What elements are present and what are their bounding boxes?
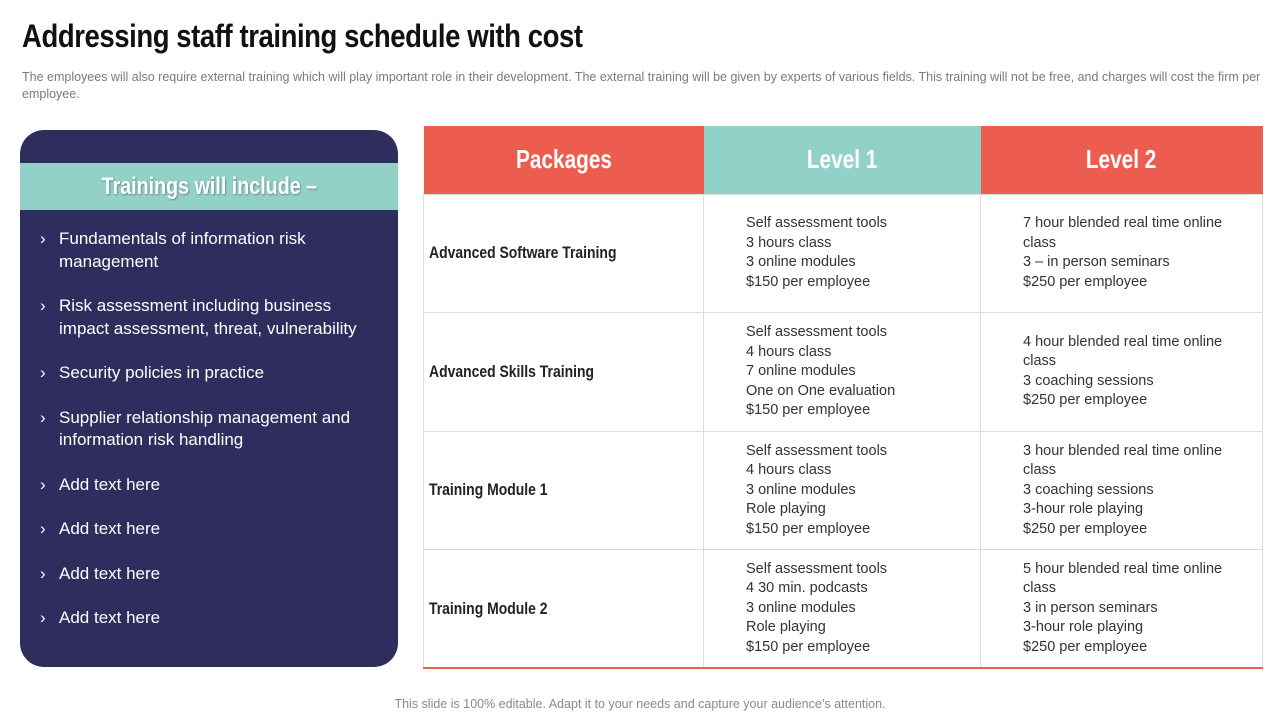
table-row: [424, 313, 1263, 432]
level2-line: $250 per employee: [1023, 638, 1148, 655]
footer-note: This slide is 100% editable. Adapt it to your needs and capture your audience’s attention.: [394, 697, 886, 711]
level2-line: $250 per employee: [1023, 520, 1148, 537]
level1-line: 4 hours class: [746, 462, 832, 478]
trainings-list-item-text: Risk assessment including business impact assessment, threat, vulnerability: [59, 296, 357, 338]
trainings-list-item: [40, 295, 385, 340]
chevron-right-icon: ›: [40, 296, 46, 315]
package-name: Training Module 1: [429, 480, 548, 500]
trainings-list-item-text: Security policies in practice: [59, 363, 265, 382]
header-level1: [704, 126, 981, 194]
chevron-right-icon: ›: [40, 363, 46, 382]
chevron-right-icon: ›: [40, 608, 46, 627]
level2-cell: [981, 194, 1263, 313]
level1-line: 4 30 min. podcasts: [746, 580, 868, 597]
level1-line: $150 per employee: [746, 638, 871, 655]
trainings-list-item-text: Fundamentals of information risk management: [59, 229, 306, 271]
package-name: Advanced Software Training: [429, 243, 617, 263]
package-cell: [424, 194, 704, 313]
table-row: [424, 194, 1263, 313]
level2-line: 7 hour blended real time online class: [1023, 215, 1223, 251]
trainings-list-item-text: Add text here: [59, 519, 161, 538]
trainings-list-item: [40, 518, 385, 541]
trainings-list-item-text: Supplier relationship management and information risk handling: [59, 407, 351, 449]
chevron-right-icon: ›: [40, 519, 46, 538]
table-row: [424, 431, 1263, 550]
trainings-list-item: [40, 607, 385, 630]
header-level2: [981, 126, 1263, 194]
trainings-list-item: [40, 407, 385, 452]
trainings-list-item: [40, 474, 385, 497]
level1-cell: [704, 194, 981, 313]
level1-line: 4 hours class: [746, 343, 832, 360]
level2-line: 4 hour blended real time online class: [1023, 333, 1223, 370]
level1-line: 7 online modules: [746, 363, 856, 379]
level2-line: 3 coaching sessions: [1023, 372, 1154, 389]
table-header-row: [424, 126, 1263, 194]
package-name: Training Module 2: [429, 598, 548, 618]
level1-line: Role playing: [746, 501, 826, 517]
chevron-right-icon: ›: [40, 407, 46, 427]
header-packages: [424, 126, 704, 194]
level1-line: 3 hours class: [746, 234, 832, 251]
level1-line: Self assessment tools: [746, 560, 888, 577]
header-level1-label: Level 1: [806, 144, 878, 175]
level1-cell: [704, 550, 981, 669]
trainings-panel: [20, 130, 398, 667]
level2-line: 3 – in person seminars: [1023, 254, 1170, 271]
package-name: Advanced Skills Training: [429, 361, 595, 381]
level1-line: $150 per employee: [746, 273, 871, 290]
trainings-list-item: [40, 362, 385, 385]
level1-line: $150 per employee: [746, 520, 871, 537]
level1-line: $150 per employee: [746, 402, 871, 418]
level1-line: Self assessment tools: [746, 324, 888, 340]
level2-cell: [981, 431, 1263, 550]
level2-line: 3-hour role playing: [1023, 501, 1144, 517]
level2-line: 3 coaching sessions: [1023, 481, 1154, 498]
level1-line: Self assessment tools: [746, 442, 888, 459]
package-cell: [424, 550, 704, 669]
level2-line: 3-hour role playing: [1023, 619, 1144, 636]
level2-line: $250 per employee: [1023, 392, 1148, 409]
level2-line: 5 hour blended real time online class: [1023, 560, 1223, 597]
page-subtitle: The employees will also require external training which will play important role in their development. The external training will be given by experts of various fields. This training will not be free, and charges will cost the firm per employee.: [22, 70, 1261, 101]
trainings-panel-title: Trainings will include –: [101, 172, 317, 200]
trainings-list-item-text: Add text here: [59, 474, 161, 494]
level1-line: One on One evaluation: [746, 382, 896, 399]
header-packages-label: Packages: [515, 144, 612, 175]
level1-cell: [704, 313, 981, 432]
level2-line: $250 per employee: [1023, 273, 1148, 290]
level1-line: Role playing: [746, 619, 826, 636]
package-cell: [424, 431, 704, 550]
level1-line: Self assessment tools: [746, 215, 888, 232]
level1-line: 3 online modules: [746, 481, 856, 498]
chevron-right-icon: ›: [40, 229, 46, 248]
training-cost-table: [423, 126, 1263, 669]
level2-line: 3 hour blended real time online class: [1023, 442, 1223, 478]
trainings-list-item: [40, 563, 385, 586]
package-cell: [424, 313, 704, 432]
table-row: [424, 550, 1263, 669]
trainings-list-item-text: Add text here: [59, 563, 161, 583]
level1-line: 3 online modules: [746, 599, 856, 616]
trainings-panel-header: [20, 163, 398, 210]
trainings-list-item-text: Add text here: [59, 608, 161, 627]
trainings-list: [40, 228, 385, 652]
level2-cell: [981, 313, 1263, 432]
level1-cell: [704, 431, 981, 550]
page-title: Addressing staff training schedule with cost: [22, 18, 583, 54]
header-level2-label: Level 2: [1086, 144, 1157, 175]
level1-line: 3 online modules: [746, 254, 856, 271]
level2-cell: [981, 550, 1263, 669]
level2-line: 3 in person seminars: [1023, 599, 1158, 616]
chevron-right-icon: ›: [40, 563, 46, 583]
chevron-right-icon: ›: [40, 474, 46, 494]
trainings-list-item: [40, 228, 385, 273]
